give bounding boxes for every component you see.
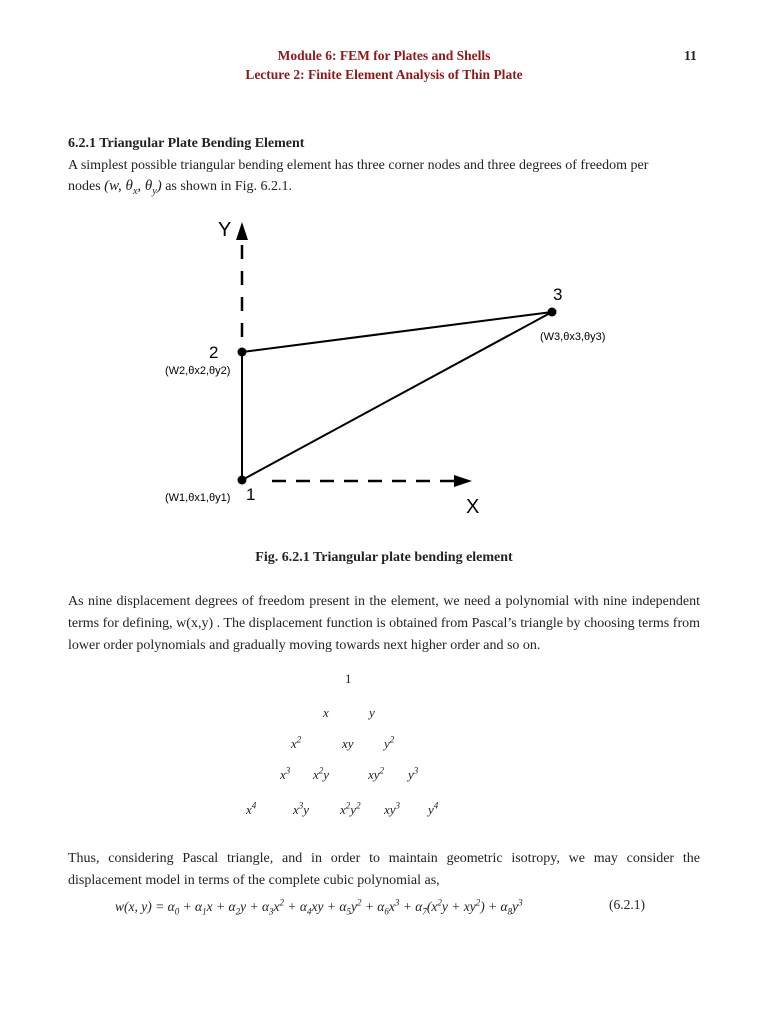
pascal-term: $y^2$ [384,734,395,751]
pascal-term: $x^2y^2$ [340,800,361,817]
pascal-term: $x^3y$ [293,800,310,817]
para1-line2 [68,178,292,197]
pascal-term: $x^4$ [246,800,257,817]
para1-pre: nodes [68,179,101,194]
pascal-term: $x^2y$ [313,765,330,782]
pascal-term: $x^3$ [280,765,291,782]
y-axis-arrow [236,222,248,240]
lecture-title: Lecture 2: Finite Element Analysis of Thin Plate [245,67,523,82]
pascal-term: xy [342,736,354,751]
node-1-label: 1 [246,485,256,504]
para2: As nine displacement degrees of freedom present in the element, we need a polynomial with nine independent terms for defining, w(x,y) . The displacement function is obtained from Pascal’s triangle by choosing terms from lower order polynomials and gradually moving towards next higher order and so on. [68,594,700,653]
para3: Thus, considering Pascal triangle, and in order to maintain geometric isotropy, we may consider the displacement model in terms of the complete cubic polynomial as, [68,851,700,888]
pascal-term: x [323,705,329,720]
pascal-term: $xy^2$ [368,765,385,782]
x-axis-arrow [454,475,472,487]
node-2-marker [238,348,247,357]
para1-line1: A simplest possible triangular bending element has three corner nodes and three degrees of freedom per [68,158,649,173]
equation-expr: w(x, $y) = \alpha_0 + \alpha_1x + \alpha_2y + \alpha_3x^2 + \alpha_4xy + \alpha_5y^2 + \alpha_6x^3 + \alpha_7(x^2y + xy^2) + \alpha_8y^3$ [115,897,523,917]
pascal-term: y [369,705,375,720]
triangle-element-figure [0,205,768,535]
equation [115,897,523,916]
equation-number: (6.2.1) [609,897,645,912]
y-axis-label: Y [218,219,232,241]
para1-post: as shown in Fig. 6.2.1. [165,179,293,194]
section-title: 6.2.1 Triangular Plate Bending Element [68,136,305,151]
page-number: 11 [684,48,697,63]
node-2-label: 2 [209,343,219,362]
node-3-label: 3 [553,285,563,304]
node-1-dof: (W1,θx1,θy1) [165,492,231,504]
pascal-term: $y^4$ [428,800,439,817]
node-3-marker [548,308,557,317]
dof-vector: (w, $\theta_x$, $\theta_y$) [104,178,162,197]
x-axis-label: X [466,496,480,518]
pascal-term: $x^2$ [291,734,302,751]
edge-1-3 [242,312,552,480]
node-3-dof: (W3,θx3,θy3) [540,331,606,343]
edge-2-3 [242,312,552,352]
module-title: Module 6: FEM for Plates and Shells [277,48,491,63]
pascal-term: 1 [345,671,352,686]
pascal-term: $y^3$ [408,765,419,782]
figure-caption: Fig. 6.2.1 Triangular plate bending element [255,550,513,565]
pascal-term: $xy^3$ [384,800,401,817]
node-1-marker [238,476,247,485]
node-2-dof: (W2,θx2,θy2) [165,365,231,377]
